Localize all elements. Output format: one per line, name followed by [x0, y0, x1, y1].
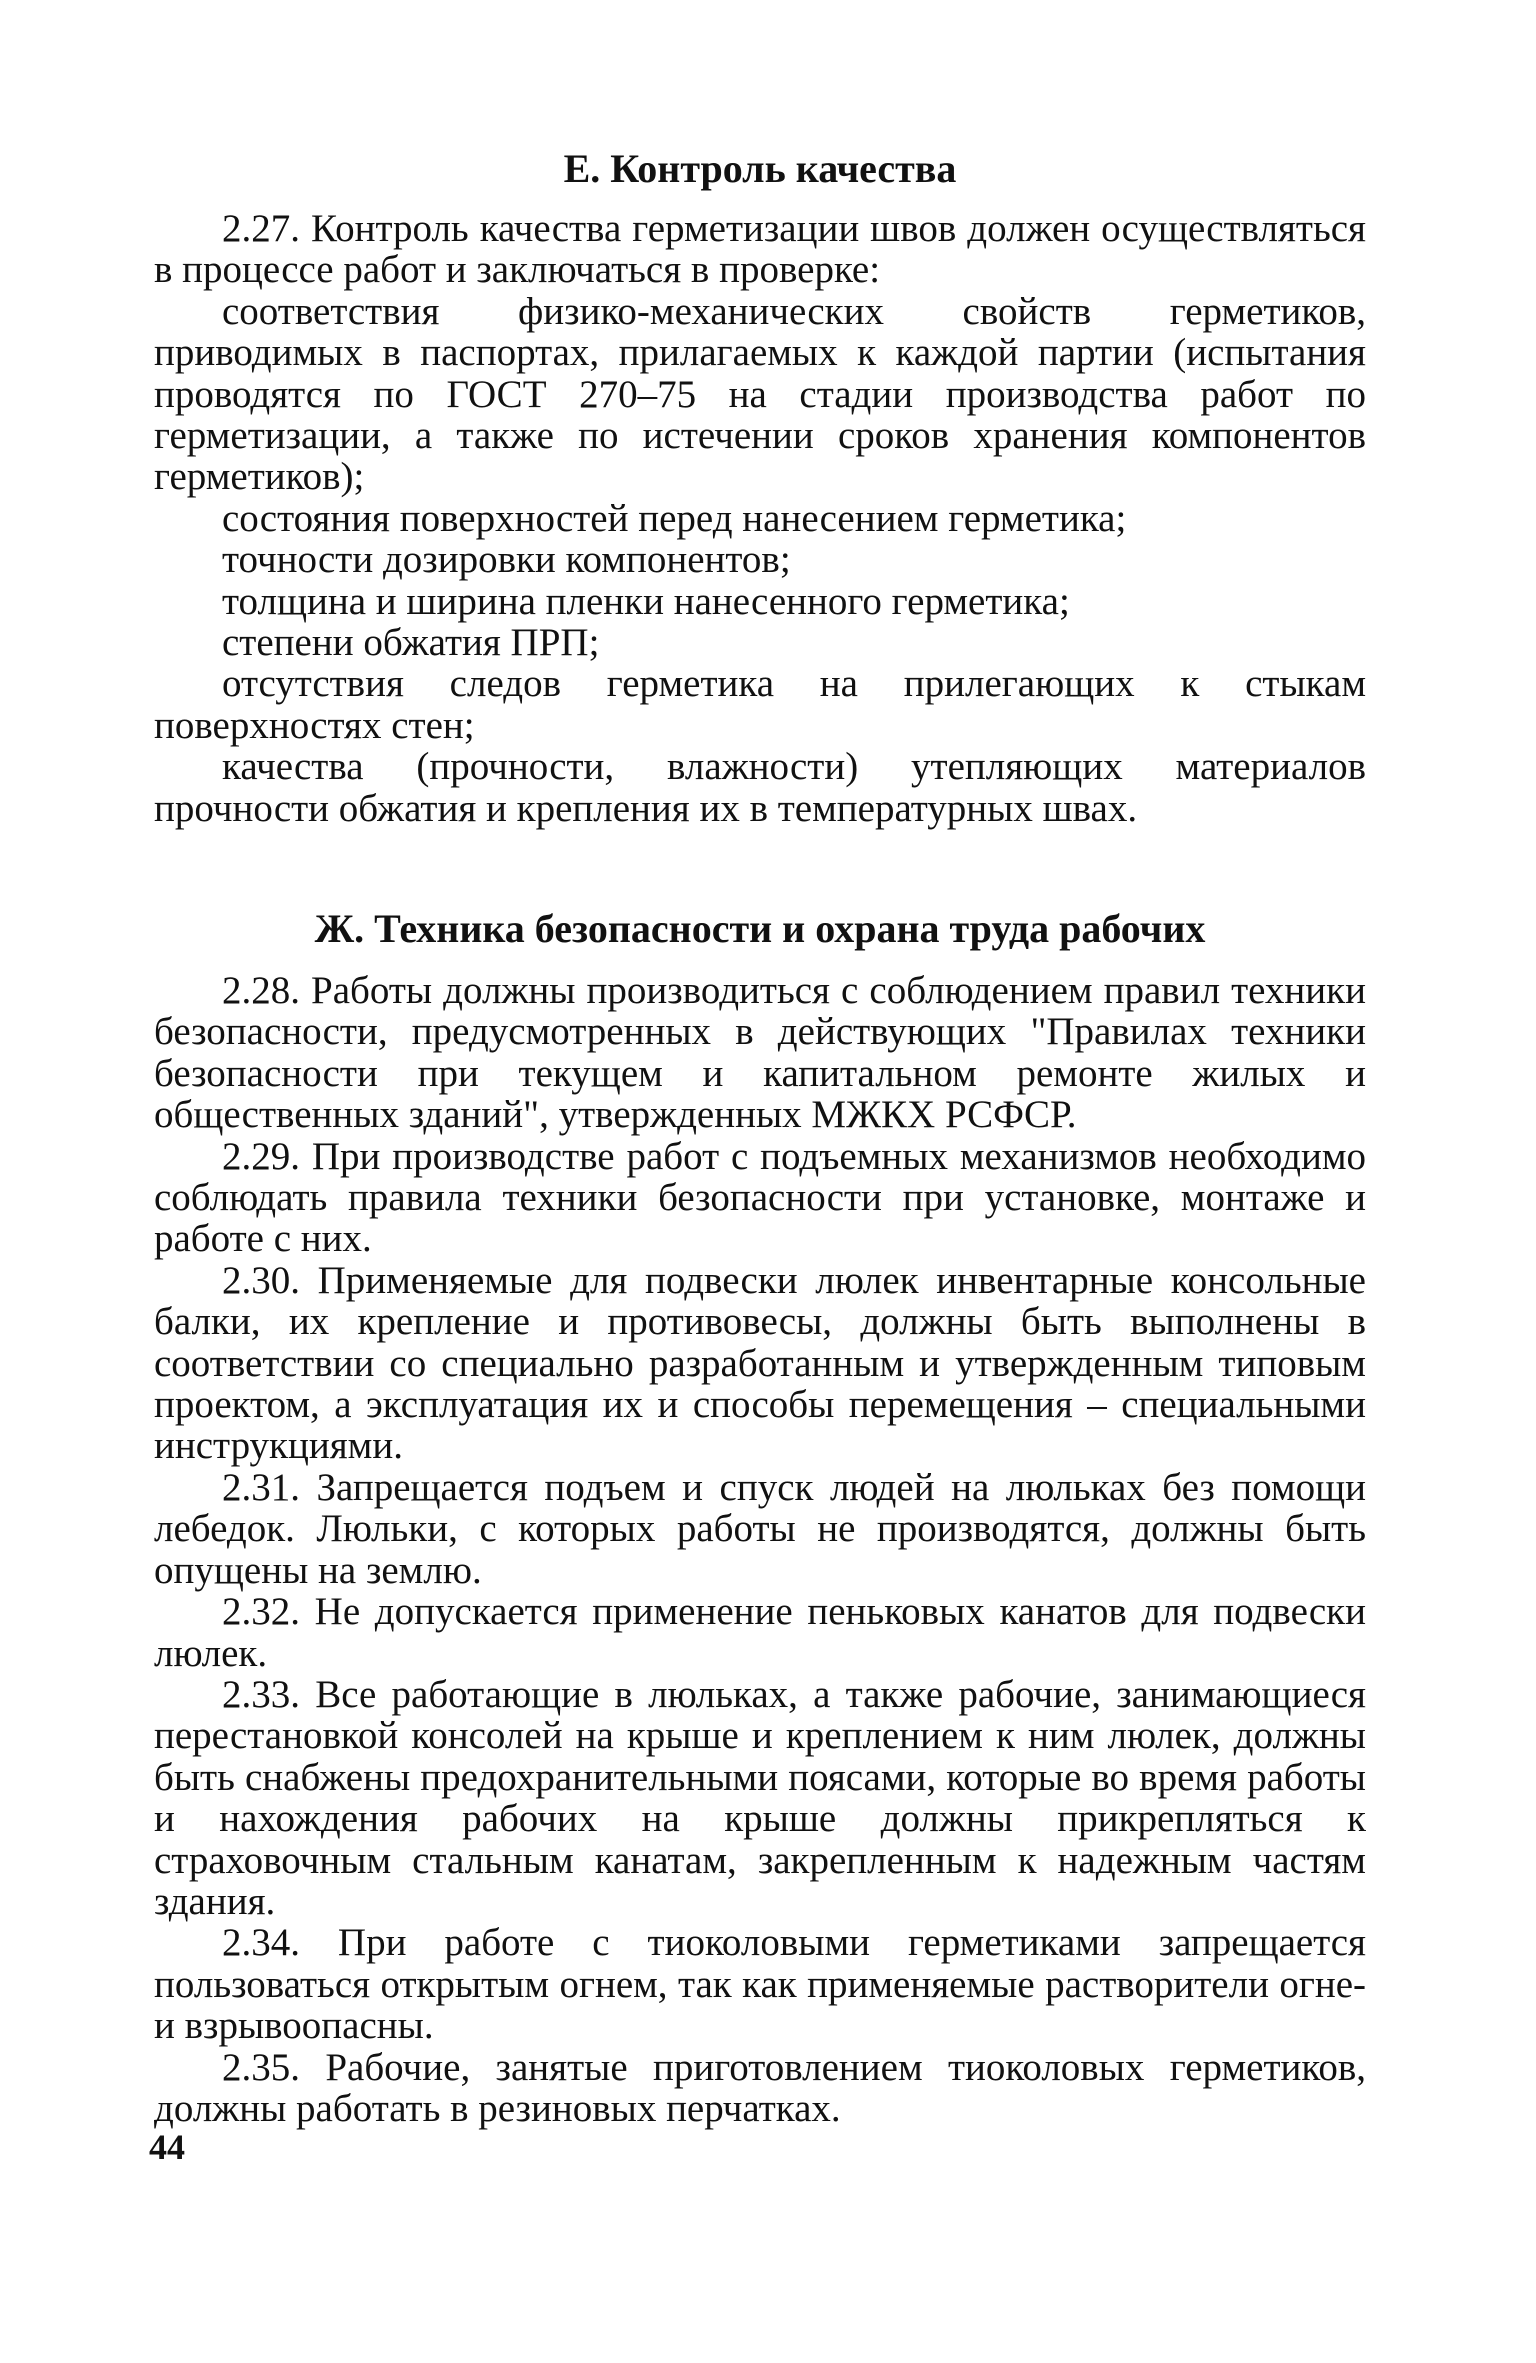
- clause-2-32: 2.32. Не допускается применение пеньковых канатов для подвески люлек.: [154, 1590, 1366, 1675]
- clause-2-33: 2.33. Все работающие в люльках, а также рабочие, занимающиеся перестановкой консолей на крыше и креплением к ним люлек, должны быть снабжены предохранительными поясами, которые во время работы и нахождения рабочих на крыше должны прикрепляться к страховочным стальным канатам, закрепленным к надежным частям здания.: [154, 1672, 1366, 1923]
- list-item-compression: степени обжатия ПРП;: [222, 621, 600, 665]
- list-item-properties: соответствия физико-механических свойств герметиков, приводимых в паспортах, прилагаемых к каждой партии (испытания проводятся по ГОСТ 270–75 на стадии производства работ по герметизации, а также по истечении сроков хранения компонентов герметиков);: [154, 289, 1366, 499]
- section-e-body: [154, 208, 1366, 829]
- clause-2-29: 2.29. При производстве работ с подъемных механизмов необходимо соблюдать правила техники безопасности при установке, монтаже и работе с них.: [154, 1134, 1366, 1261]
- clause-2-30: 2.30. Применяемые для подвески люлек инвентарные консольные балки, их крепление и противовесы, должны быть выполнены в соответствии со специально разработанным и утвержденным типовым проектом, а эксплуатация их и способы перемещения – специальными инструкциями.: [154, 1258, 1366, 1468]
- clause-2-27: 2.27. Контроль качества герметизации швов должен осуществляться в процессе работ и заключаться в проверке:: [154, 207, 1366, 292]
- list-item-insulation: качества (прочности, влажности) утепляющих материалов прочности обжатия и крепления их в температурных швах.: [154, 745, 1366, 830]
- list-item-traces: отсутствия следов герметика на прилегающих к стыкам поверхностях стен;: [154, 662, 1366, 747]
- list-item-surfaces: состояния поверхностей перед нанесением герметика;: [222, 496, 1127, 540]
- clause-2-28: 2.28. Работы должны производиться с соблюдением правил техники безопасности, предусмотренных в действующих "Правилах техники безопасности при текущем и капитальном ремонте жилых и общественных зданий", утвержденных МЖКХ РСФСР.: [154, 969, 1366, 1137]
- list-item-film: толщина и ширина пленки нанесенного герметика;: [222, 579, 1070, 623]
- clause-2-31: 2.31. Запрещается подъем и спуск людей на люльках без помощи лебедок. Люльки, с которых работы не производятся, должны быть опущены на землю.: [154, 1465, 1366, 1592]
- clause-2-34: 2.34. При работе с тиоколовыми герметиками запрещается пользоваться открытым огнем, так как применяемые растворители огне- и взрывоопасны.: [154, 1921, 1366, 2048]
- page-number: 44: [149, 2127, 185, 2167]
- section-zh-body: [154, 970, 1366, 2129]
- section-zh-heading: Ж. Техника безопасности и охрана труда рабочих: [314, 906, 1206, 951]
- section-e-heading: Е. Контроль качества: [563, 146, 957, 191]
- list-item-dosing: точности дозировки компонентов;: [222, 538, 791, 582]
- clause-2-35: 2.35. Рабочие, занятые приготовлением тиоколовых герметиков, должны работать в резиновых перчатках.: [154, 2045, 1366, 2130]
